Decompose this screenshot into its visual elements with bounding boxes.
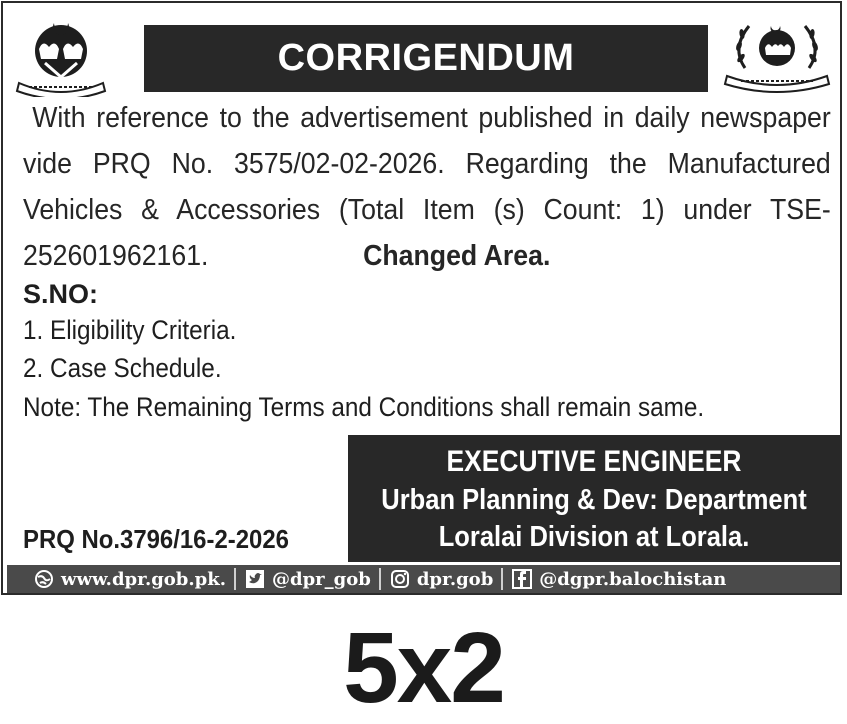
prq-number: PRQ No.3796/16-2-2026 (23, 524, 289, 554)
balochistan-emblem-icon (15, 17, 107, 97)
signatory-title: EXECUTIVE ENGINEER (446, 445, 742, 478)
facebook-handle: @dgpr.balochistan (539, 568, 727, 590)
signatory-block (348, 435, 840, 562)
instagram-link[interactable] (389, 569, 493, 590)
list-item: 2. Case Schedule. (23, 353, 222, 383)
notice-body (23, 95, 831, 279)
facebook-link[interactable] (511, 569, 726, 590)
list-item: 1. Eligibility Criteria. (23, 315, 237, 345)
divider (234, 568, 236, 590)
signatory-office: Loralai Division at Lorala. (438, 521, 750, 553)
body-line (23, 233, 831, 279)
body-line: vide PRQ No. 3575/02-02-2026. Regarding the Manufactured (23, 148, 831, 180)
twitter-link[interactable] (244, 569, 371, 590)
website-link[interactable] (33, 569, 226, 590)
social-bar (7, 565, 840, 593)
note-text: Note: The Remaining Terms and Conditions shall remain same. (23, 392, 705, 422)
dgpr-balochistan-emblem-icon (721, 18, 833, 94)
instagram-handle: dpr.gob (416, 568, 494, 590)
sno-heading: S.NO: (23, 279, 99, 309)
instagram-icon (389, 569, 411, 589)
globe-icon (33, 569, 55, 589)
body-line: With reference to the advertisement published in daily newspaper (32, 102, 831, 134)
twitter-icon (244, 569, 266, 589)
website-text: www.dpr.gob.pk. (61, 568, 226, 590)
changed-area-label: Changed Area. (363, 240, 551, 272)
divider (501, 568, 503, 590)
twitter-handle: @dpr_gob (271, 568, 371, 590)
divider (379, 568, 381, 590)
body-line: Vehicles & Accessories (Total Item (s) Count: 1) under TSE- (23, 194, 831, 226)
tse-number: 252601962161. (23, 240, 209, 272)
page-title: CORRIGENDUM (144, 25, 708, 92)
ad-size-label: 5x2 (343, 612, 504, 724)
signatory-department: Urban Planning & Dev: Department (381, 484, 807, 516)
facebook-icon (511, 569, 533, 589)
corrigendum-notice (1, 1, 842, 595)
